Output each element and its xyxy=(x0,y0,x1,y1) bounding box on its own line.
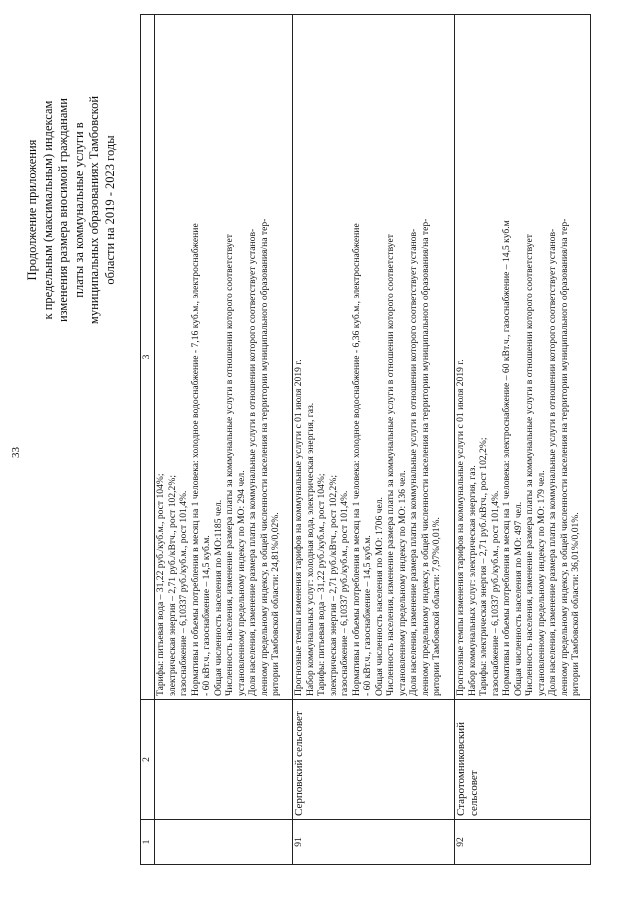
detail-line: Нормативы и объемы потребления в месяц на 1 человека: электроснабжение – 60 кВт.ч., газоснабжение – 14,5 куб.м xyxy=(501,220,512,696)
detail-line: ритории Тамбовской области: 36,01%/0,01%. xyxy=(570,512,581,696)
table-header-row xyxy=(141,15,155,865)
heading-line: муниципальных образованиях Тамбовской xyxy=(87,95,101,325)
detail-line: установленному предельному индексу по МО: 136 чел. xyxy=(396,470,408,696)
detail-line: ритории Тамбовской области: 24,81%/0,02%. xyxy=(270,512,281,696)
row-number xyxy=(155,820,293,865)
detail-line: Доля населения, изменение размера платы за коммунальные услуги в отношении которого соответствует установ- xyxy=(408,228,419,696)
detail-line: газоснабжение – 6,10337 руб./куб.м., рост 101,4%. xyxy=(339,490,350,696)
table-row xyxy=(293,15,455,865)
heading-line: области на 2019 - 2023 годы xyxy=(102,135,117,285)
detail-line: ленному предельному индексу, в общей численности населения на территории муниципального образования/на тер- xyxy=(558,218,570,696)
detail-line: Доля населения, изменение размера платы за коммунальные услуги в отношении которого соответствует установ- xyxy=(547,228,558,696)
detail-line: Численность населения, изменение размера платы за коммунальные услуги в отношении которого соответствует xyxy=(524,234,535,696)
detail-line: Нормативы и объемы потребления в месяц на 1 человека: холодное водоснабжение - 7,16 куб.м., электроснабжение xyxy=(189,223,201,696)
detail-line: газоснабжение – 6,10337 руб./куб.м., рост 101,4%. xyxy=(178,490,189,696)
row-number: 92 xyxy=(455,820,591,865)
table-row xyxy=(155,15,293,865)
detail-line: ленному предельному индексу, в общей численности населения на территории муниципального образования/на тер- xyxy=(419,218,431,696)
appendix-heading xyxy=(25,45,118,375)
heading-line: платы за коммунальные услуги в xyxy=(71,122,86,298)
detail-line: электрическая энергия – 2,71 руб./кВтч., рост 102,2%; xyxy=(166,475,178,696)
detail-line: электрическая энергия – 2,71 руб./кВтч., рост 102,2%; xyxy=(327,475,339,696)
index-table xyxy=(140,14,591,865)
detail-line: Тарифы: питьевая вода – 31,22 руб./куб.м., рост 104%; xyxy=(155,473,166,696)
heading-line: к предельным (максимальным) индексам xyxy=(40,100,55,320)
detail-line: Численность населения, изменение размера платы за коммунальные услуги в отношении которого соответствует xyxy=(224,234,235,696)
detail-line: - 60 кВт.ч., газоснабжение – 14,5 куб.м. xyxy=(201,535,212,696)
detail-line: Нормативы и объемы потребления в месяц на 1 человека: холодное водоснабжение - 6,36 куб.м., электроснабжение xyxy=(350,223,362,696)
detail-line: Общая численность населения по МО: 1706 чел. xyxy=(373,497,385,696)
detail-line: установленному предельному индексу по МО: 179 чел. xyxy=(535,470,547,696)
detail-line: ритории Тамбовской области: 7,97%/0,01%. xyxy=(431,517,442,696)
header-cell: 1 xyxy=(141,820,155,865)
detail-line: Общая численность населения по МО: 497 чел. xyxy=(512,501,524,696)
municipality-name: Серповский сельсовет xyxy=(293,700,455,820)
detail-line: Набор коммунальных услуг: холодная вода, электрическая энергия, газ. xyxy=(304,402,316,696)
municipality-name: Старотомниковский сельсовет xyxy=(455,700,591,820)
detail-line: Тарифы: электрическая энергия – 2,71 руб./кВтч., рост 102,2%; xyxy=(478,437,489,696)
detail-line: установленному предельному индексу по МО: 294 чел. xyxy=(235,470,247,696)
page-number: 33 xyxy=(10,447,22,458)
detail-line: ленному предельному индексу, в общей численности населения на территории муниципального образования/на тер- xyxy=(258,218,270,696)
detail-line: Тарифы: питьевая вода – 31,22 руб./куб.м., рост 104%; xyxy=(316,473,327,696)
header-cell: 2 xyxy=(141,700,155,820)
detail-line: Численность населения, изменение размера платы за коммунальные услуги в отношении которого соответствует xyxy=(385,234,396,696)
row-number: 91 xyxy=(293,820,455,865)
row-details xyxy=(155,15,293,700)
detail-line: - 60 кВт.ч., газоснабжение – 14,5 куб.м. xyxy=(362,535,373,696)
municipality-name xyxy=(155,700,293,820)
table-row xyxy=(455,15,591,865)
detail-line: Общая численность населения по МО:1185 чел. xyxy=(212,499,224,696)
heading-line: изменения размера вносимой гражданами xyxy=(56,98,70,323)
row-details xyxy=(455,15,591,700)
heading-line: Продолжение приложения xyxy=(25,139,39,281)
detail-line: газоснабжение – 6,10337 руб./куб.м., рост 101,4%. xyxy=(489,490,501,696)
detail-line: Набор коммунальных услуг: электрическая энергия, газ. xyxy=(466,465,478,696)
detail-line: Прогнозные темпы изменения тарифов на коммунальные услуги с 01 июля 2019 г. xyxy=(455,359,466,696)
detail-line: Прогнозные темпы изменения тарифов на коммунальные услуги с 01 июля 2019 г. xyxy=(293,359,304,696)
detail-line: Доля населения, изменение размера платы за коммунальные услуги в отношении которого соответствует установ- xyxy=(247,228,258,696)
header-cell: 3 xyxy=(141,15,155,700)
row-details xyxy=(293,15,455,700)
